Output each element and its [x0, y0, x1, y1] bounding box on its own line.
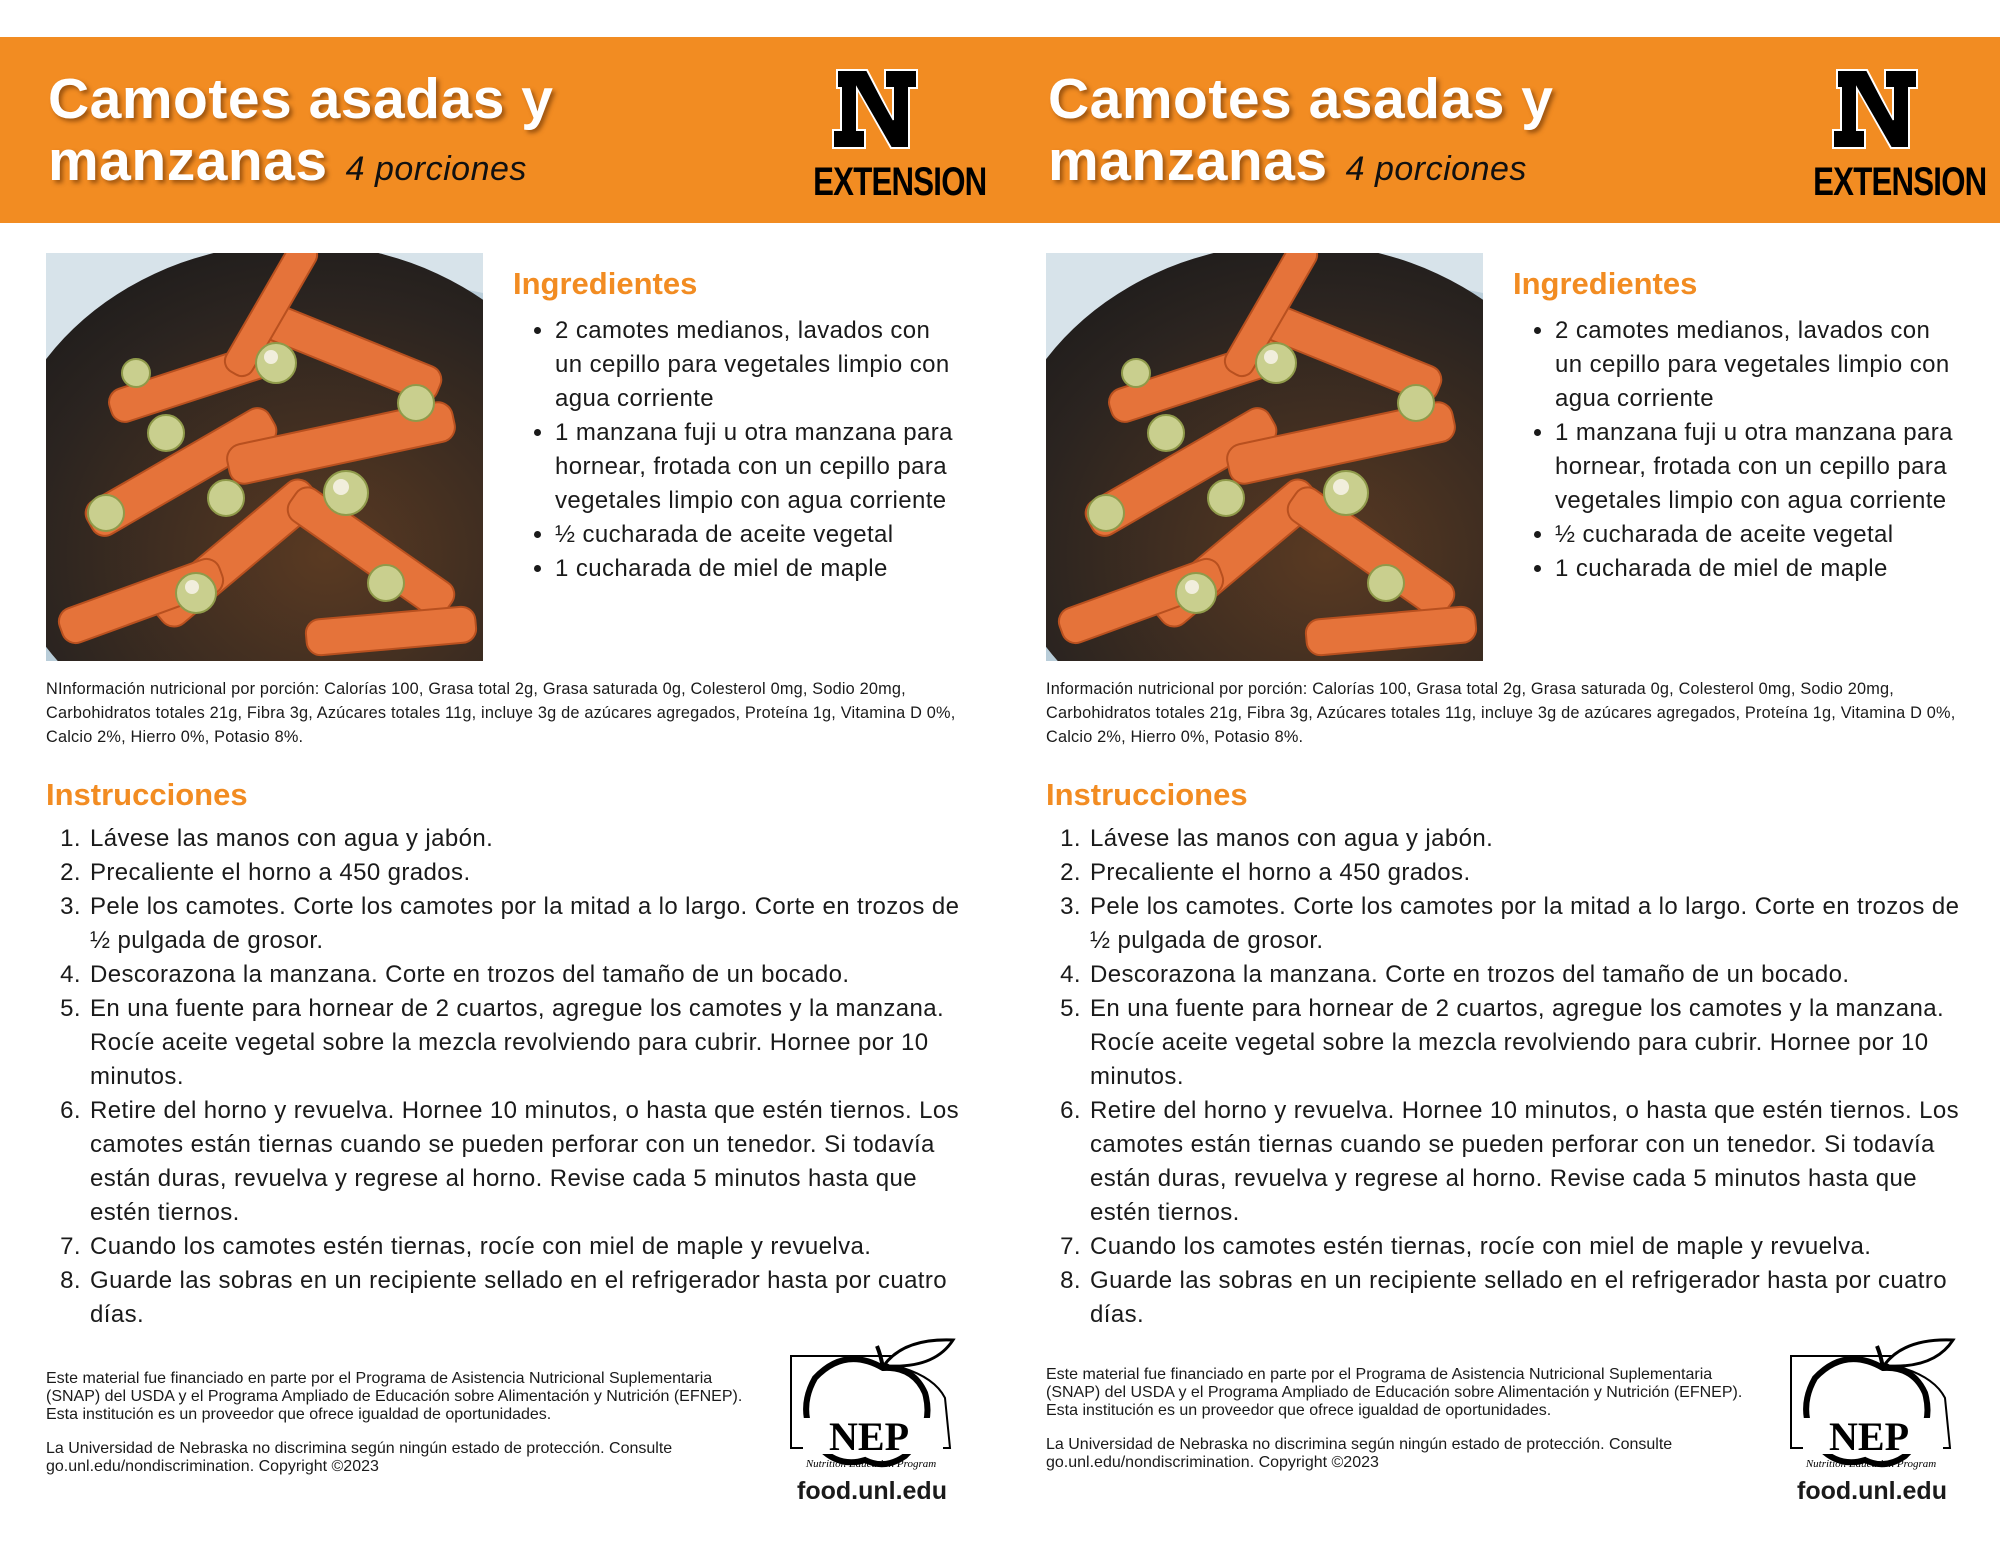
ingredients-list	[522, 314, 955, 586]
ingredient-item: • 1 manzana fuji u otra manzana para hornear, frotada con un cepillo para vegetales limpio con agua corriente	[1555, 416, 1955, 518]
instructions-heading: Instrucciones	[46, 777, 248, 812]
ingredient-item: • 1 cucharada de miel de maple	[555, 552, 955, 586]
instructions-list	[1046, 822, 1973, 1332]
instruction-step: 1. Lávese las manos con agua y jabón.	[1088, 822, 1973, 856]
instruction-step: 4. Descorazona la manzana. Corte en trozos del tamaño de un bocado.	[88, 958, 973, 992]
funding-statement: Este material fue financiado en parte por el Programa de Asistencia Nutricional Suplementaria (SNAP) del USDA y el Programa Ampliado de Educación sobre Alimentación y Nutrición (EFNEP). Esta institución es un proveedor que ofrece igualdad de oportunidades.	[46, 1370, 743, 1423]
nutrition-info: Información nutricional por porción: Calorías 100, Grasa total 2g, Grasa saturada 0g, Colesterol 0mg, Sodio 20mg, Carbohidratos totales 21g, Fibra 3g, Azúcares totales 11g, incluye 3g de azúcares agregados, Proteína 1g, Vitamina D 0%, Calcio 2%, Hierro 0%, Potasio 8%.	[1046, 680, 1956, 746]
ingredient-item: • ½ cucharada de aceite vegetal	[555, 518, 955, 552]
title-line-2: manzanas	[48, 129, 328, 193]
title-line-1: Camotes asadas y	[48, 67, 554, 131]
instruction-step: 6. Retire del horno y revuelva. Hornee 10 minutos, o hasta que estén tiernos. Los camotes están tiernas cuando se pueden perforar con un tenedor. Si todavía están duras, revuelva y regrese al horno. Revise cada 5 minutos hasta que estén tiernos.	[88, 1094, 973, 1230]
nep-subtitle: Nutrition Education Program	[1805, 1458, 1937, 1470]
recipe-card	[1000, 0, 2000, 1545]
nep-apple-logo	[1785, 1338, 1957, 1470]
ingredient-item: • 2 camotes medianos, lavados con un cepillo para vegetales limpio con agua corriente	[555, 314, 955, 416]
nebraska-extension-logo	[1795, 68, 1987, 204]
instruction-step: 5. En una fuente para hornear de 2 cuartos, agregue los camotes y la manzana. Rocíe aceite vegetal sobre la mezcla revolviendo para cubrir. Hornee por 10 minutos.	[1088, 992, 1973, 1094]
extension-wordmark: EXTENSION	[1813, 160, 1987, 204]
nondiscrimination-statement: La Universidad de Nebraska no discrimina según ningún estado de protección. Consulte go.unl.edu/nondiscrimination. Copyright ©2023	[1046, 1436, 1673, 1471]
website-link[interactable]: food.unl.edu	[1797, 1477, 1947, 1505]
instruction-step: 4. Descorazona la manzana. Corte en trozos del tamaño de un bocado.	[1088, 958, 1973, 992]
instruction-step: 3. Pele los camotes. Corte los camotes por la mitad a lo largo. Corte en trozos de ½ pulgada de grosor.	[88, 890, 973, 958]
servings: 4 porciones	[345, 150, 527, 188]
nep-subtitle: Nutrition Education Program	[805, 1458, 937, 1470]
instructions-list	[46, 822, 973, 1332]
title-line-2: manzanas	[1048, 129, 1328, 193]
title-line-1: Camotes asadas y	[1048, 67, 1554, 131]
ingredient-item: • 1 cucharada de miel de maple	[1555, 552, 1955, 586]
servings: 4 porciones	[1345, 150, 1527, 188]
ingredient-item: • 1 manzana fuji u otra manzana para hornear, frotada con un cepillo para vegetales limpio con agua corriente	[555, 416, 955, 518]
nondiscrimination-statement: La Universidad de Nebraska no discrimina según ningún estado de protección. Consulte go.unl.edu/nondiscrimination. Copyright ©2023	[46, 1440, 673, 1475]
instructions-heading: Instrucciones	[1046, 777, 1248, 812]
instruction-step: 7. Cuando los camotes estén tiernas, rocíe con miel de maple y revuelva.	[88, 1230, 973, 1264]
instruction-step: 8. Guarde las sobras en un recipiente sellado en el refrigerador hasta por cuatro días.	[88, 1264, 973, 1332]
ingredients-list	[1522, 314, 1955, 586]
nep-letters: NEP	[829, 1414, 909, 1459]
nebraska-extension-logo	[795, 68, 987, 204]
instruction-step: 3. Pele los camotes. Corte los camotes por la mitad a lo largo. Corte en trozos de ½ pulgada de grosor.	[1088, 890, 1973, 958]
instruction-step: 5. En una fuente para hornear de 2 cuartos, agregue los camotes y la manzana. Rocíe aceite vegetal sobre la mezcla revolviendo para cubrir. Hornee por 10 minutos.	[88, 992, 973, 1094]
instruction-step: 1. Lávese las manos con agua y jabón.	[88, 822, 973, 856]
funding-statement: Este material fue financiado en parte por el Programa de Asistencia Nutricional Suplementaria (SNAP) del USDA y el Programa Ampliado de Educación sobre Alimentación y Nutrición (EFNEP). Esta institución es un proveedor que ofrece igualdad de oportunidades.	[1046, 1366, 1743, 1419]
footer-disclaimer	[1046, 1366, 1746, 1488]
nep-letters: NEP	[1829, 1414, 1909, 1459]
ingredients-heading: Ingredientes	[513, 266, 698, 301]
recipe-photo	[46, 253, 483, 661]
website-link[interactable]: food.unl.edu	[797, 1477, 947, 1505]
nutrition-info: NInformación nutricional por porción: Calorías 100, Grasa total 2g, Grasa saturada 0g, Colesterol 0mg, Sodio 20mg, Carbohidratos totales 21g, Fibra 3g, Azúcares totales 11g, incluye 3g de azúcares agregados, Proteína 1g, Vitamina D 0%, Calcio 2%, Hierro 0%, Potasio 8%.	[46, 680, 956, 746]
roasted-sweet-potatoes-image	[1046, 253, 1483, 661]
recipe-title	[48, 68, 553, 200]
footer-disclaimer	[46, 1370, 746, 1492]
extension-wordmark: EXTENSION	[813, 160, 987, 204]
recipe-title	[1048, 68, 1553, 200]
instruction-step: 8. Guarde las sobras en un recipiente sellado en el refrigerador hasta por cuatro días.	[1088, 1264, 1973, 1332]
instruction-step: 2. Precaliente el horno a 450 grados.	[1088, 856, 1973, 890]
ingredient-item: • ½ cucharada de aceite vegetal	[1555, 518, 1955, 552]
roasted-sweet-potatoes-image	[46, 253, 483, 661]
recipe-photo	[1046, 253, 1483, 661]
instruction-step: 6. Retire del horno y revuelva. Hornee 10 minutos, o hasta que estén tiernos. Los camotes están tiernas cuando se pueden perforar con un tenedor. Si todavía están duras, revuelva y regrese al horno. Revise cada 5 minutos hasta que estén tiernos.	[1088, 1094, 1973, 1230]
ingredient-item: • 2 camotes medianos, lavados con un cepillo para vegetales limpio con agua corriente	[1555, 314, 1955, 416]
n-logo-icon	[795, 68, 960, 158]
instruction-step: 7. Cuando los camotes estén tiernas, rocíe con miel de maple y revuelva.	[1088, 1230, 1973, 1264]
nep-apple-logo	[785, 1338, 957, 1470]
n-logo-icon	[1795, 68, 1960, 158]
ingredients-heading: Ingredientes	[1513, 266, 1698, 301]
instruction-step: 2. Precaliente el horno a 450 grados.	[88, 856, 973, 890]
